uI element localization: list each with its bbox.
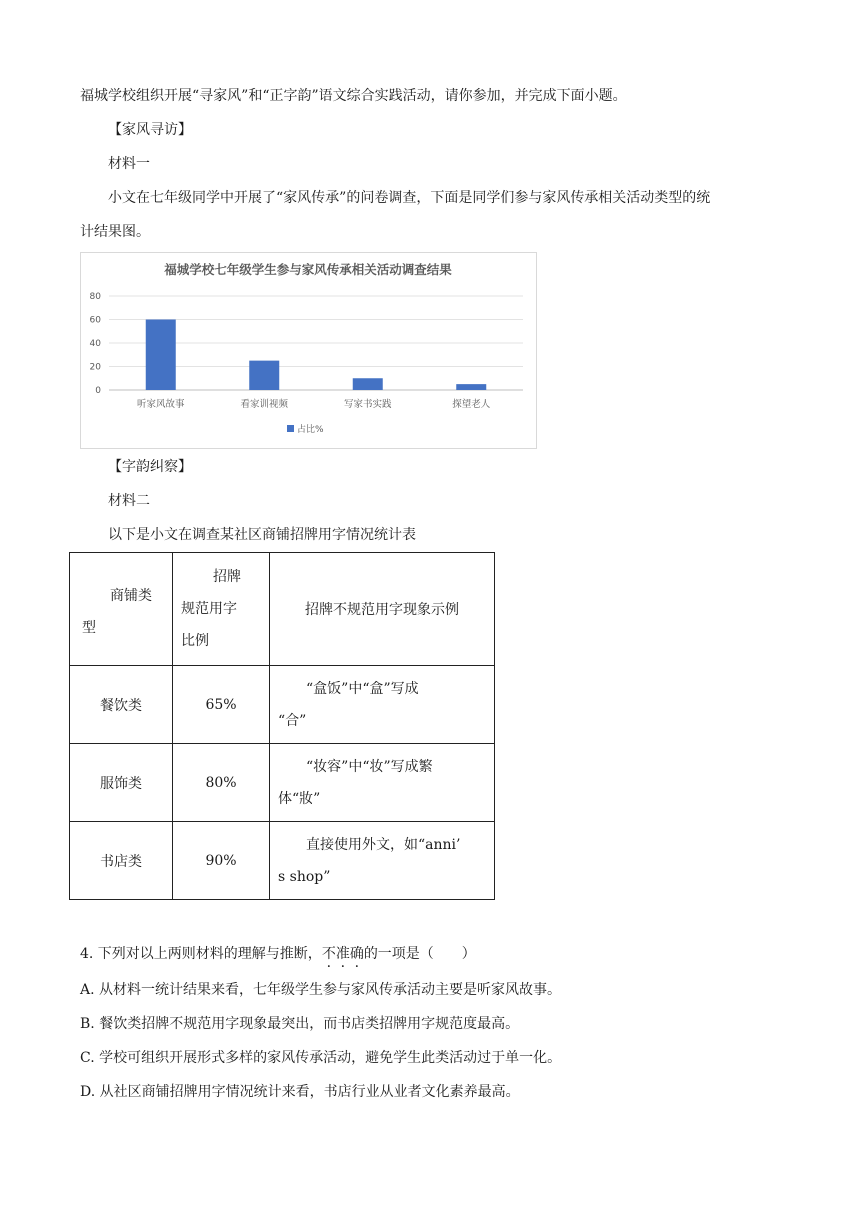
y-tick-label: 80 xyxy=(89,292,101,302)
material1-label: 材料一 xyxy=(108,156,150,172)
table-row xyxy=(70,744,495,822)
y-tick-label: 60 xyxy=(89,315,101,326)
signboard-table xyxy=(69,552,495,900)
option-a: A. 从材料一统计结果来看，七年级学生参与家风传承活动主要是听家风故事。 xyxy=(80,982,562,998)
row-example-line1: “妆容”中“妆”写成繁 xyxy=(306,758,433,775)
y-tick-label: 40 xyxy=(89,339,101,349)
row-example xyxy=(270,744,495,822)
material1-text-line1: 小文在七年级同学中开展了“家风传承”的问卷调查，下面是同学们参与家风传承相关活动类型的统 xyxy=(108,190,711,206)
chart-legend xyxy=(287,423,324,435)
bar xyxy=(353,378,383,390)
option-d: D. 从社区商铺招牌用字情况统计来看，书店行业从业者文化素养最高。 xyxy=(80,1084,520,1100)
x-tick-label: 写家书实践 xyxy=(343,399,392,410)
header-example-cell: 招牌不规范用字现象示例 xyxy=(270,553,495,666)
header-type-a: 商铺类 xyxy=(110,588,152,604)
bar-chart xyxy=(80,252,537,449)
legend-swatch xyxy=(287,425,294,432)
legend-label: 占比% xyxy=(297,425,324,435)
row-example-line2: “合” xyxy=(278,712,307,729)
row-example-line1: “盒饭”中“盒”写成 xyxy=(306,680,419,697)
row-example-line2: 体“妝” xyxy=(278,790,321,807)
header-type-b: 型 xyxy=(82,620,96,636)
emphasis-char: 不 xyxy=(321,946,336,962)
header-ratio-line3: 比例 xyxy=(181,633,209,649)
question-suffix: 的一项是（ ） xyxy=(363,946,476,962)
row-ratio: 90% xyxy=(173,822,270,900)
x-tick-label: 探望老人 xyxy=(452,399,491,410)
row-ratio: 65% xyxy=(173,666,270,744)
table-header-row xyxy=(70,553,495,666)
section-title-family: 【家风寻访】 xyxy=(108,122,192,138)
bar xyxy=(456,384,486,390)
header-ratio-line2: 规范用字 xyxy=(181,601,237,617)
emphasis-char: 准 xyxy=(335,946,350,962)
section-title-characters: 【字韵纠察】 xyxy=(108,459,192,475)
option-c: C. 学校可组织开展形式多样的家风传承活动，避免学生此类活动过于单一化。 xyxy=(80,1050,562,1066)
row-example xyxy=(270,666,495,744)
table-row xyxy=(70,822,495,900)
header-ratio-line1: 招牌 xyxy=(213,569,241,585)
row-example-line1: 直接使用外文，如“anni’ xyxy=(306,836,461,853)
row-example xyxy=(270,822,495,900)
material2-label: 材料二 xyxy=(108,493,150,509)
row-example-line2: s shop” xyxy=(278,868,331,885)
x-tick-label: 看家训视频 xyxy=(240,399,289,410)
row-type: 餐饮类 xyxy=(70,666,173,744)
row-type: 书店类 xyxy=(70,822,173,900)
table-row xyxy=(70,666,495,744)
table-caption: 以下是小文在调查某社区商铺招牌用字情况统计表 xyxy=(108,527,416,543)
bar xyxy=(146,320,176,391)
bar xyxy=(249,361,279,390)
option-b: B. 餐饮类招牌不规范用字现象最突出，而书店类招牌用字规范度最高。 xyxy=(80,1016,520,1032)
header-type-cell xyxy=(70,553,173,666)
material1-text-line2: 计结果图。 xyxy=(80,224,150,240)
x-tick-label: 听家风故事 xyxy=(136,399,185,410)
emphasis-char: 确 xyxy=(349,946,364,962)
row-type: 服饰类 xyxy=(70,744,173,822)
row-ratio: 80% xyxy=(173,744,270,822)
y-tick-label: 20 xyxy=(89,362,101,373)
chart-title: 福城学校七年级学生参与家风传承相关活动调查结果 xyxy=(164,262,452,277)
question-prefix: 4. 下列对以上两则材料的理解与推断， xyxy=(80,946,322,962)
intro-text: 福城学校组织开展“寻家风”和“正字韵”语文综合实践活动，请你参加，并完成下面小题。 xyxy=(80,88,627,104)
header-ratio-cell xyxy=(173,553,270,666)
question-stem xyxy=(80,944,476,964)
y-tick-label: 0 xyxy=(95,386,101,396)
chart-svg xyxy=(81,253,536,448)
